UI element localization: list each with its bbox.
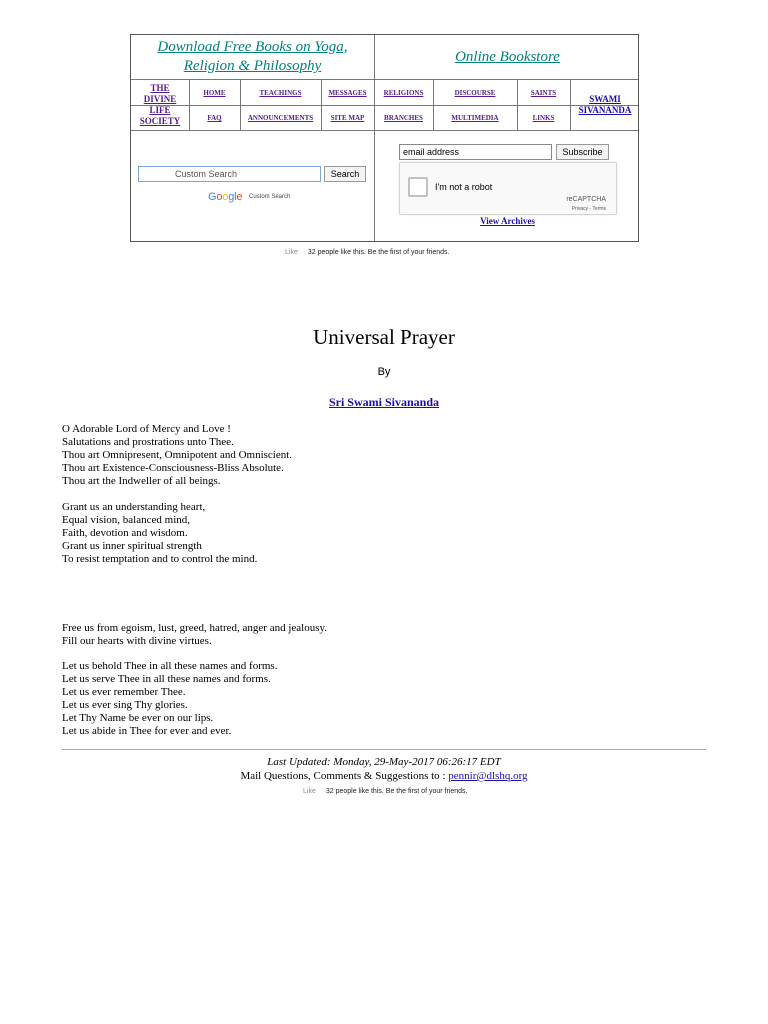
nav-religions[interactable]: RELIGIONS [383, 88, 424, 97]
recaptcha-privacy-terms[interactable]: Privacy - Terms [571, 206, 606, 212]
divider [131, 130, 638, 131]
facebook-like-row-bottom [303, 788, 467, 795]
facebook-like-row [285, 249, 449, 256]
prayer-line: Let us serve Thee in all these names and forms. [62, 673, 271, 685]
nav-multimedia[interactable]: MULTIMEDIA [451, 114, 499, 122]
divine-life-word: SOCIETY [139, 116, 181, 126]
prayer-line: Grant us an understanding heart, [62, 501, 206, 513]
google-letter: l [234, 191, 237, 203]
prayer-line: Let us ever remember Thee. [62, 686, 186, 698]
prayer-stanza-3 [62, 622, 327, 648]
nav-faq[interactable]: FAQ [207, 114, 222, 122]
prayer-line: Let Thy Name be ever on our lips. [62, 712, 214, 724]
email-address-input[interactable]: email address [399, 144, 552, 160]
nav-discourse[interactable]: DISCOURSE [454, 88, 496, 97]
custom-search-input[interactable]: Custom Search [138, 166, 321, 182]
google-logo [208, 191, 242, 203]
online-bookstore-link[interactable]: Online Bookstore [455, 48, 560, 65]
prayer-line: Fill our hearts with divine virtues. [62, 635, 212, 647]
download-books-link-line1[interactable]: Download Free Books on Yoga, [157, 39, 348, 55]
recaptcha-widget [399, 162, 617, 215]
prayer-line: To resist temptation and to control the mind. [62, 553, 258, 565]
swami-word: SIVANANDA [578, 105, 632, 115]
google-letter: G [208, 191, 217, 203]
nav-teachings[interactable]: TEACHINGS [259, 88, 302, 97]
prayer-stanza-4 [62, 660, 277, 738]
header-table [130, 34, 639, 242]
recaptcha-checkbox[interactable] [408, 177, 428, 197]
divine-life-word: DIVINE [143, 94, 177, 104]
nav-home[interactable]: HOME [203, 88, 226, 97]
nav-announcements[interactable]: ANNOUNCEMENTS [247, 114, 314, 122]
search-button[interactable]: Search [324, 166, 366, 182]
prayer-line: Let us ever sing Thy glories. [62, 699, 188, 711]
prayer-line: Thou art the Indweller of all beings. [62, 475, 221, 487]
prayer-line: Thou art Existence-Consciousness-Bliss Absolute. [62, 462, 284, 474]
banner-bookstore [375, 35, 640, 79]
google-letter: o [216, 191, 223, 203]
divine-life-society-link[interactable] [131, 80, 189, 130]
recaptcha-brand: reCAPTCHA [566, 196, 606, 203]
subscribe-button[interactable]: Subscribe [556, 144, 609, 160]
facebook-like-button[interactable]: Like [303, 788, 316, 795]
prayer-line: Thou art Omnipresent, Omnipotent and Omniscient. [62, 449, 293, 461]
swami-word: SWAMI [589, 94, 621, 104]
google-letter: g [228, 191, 235, 203]
nav-links[interactable]: LINKS [532, 114, 555, 122]
facebook-like-count: 32 people like this. Be the first of your friends. [325, 788, 468, 795]
nav-site-map[interactable]: SITE MAP [330, 114, 365, 122]
recaptcha-label: I'm not a robot [435, 182, 493, 192]
nav-messages[interactable]: MESSAGES [328, 88, 367, 97]
author-line [0, 395, 768, 410]
google-letter: e [236, 191, 243, 203]
prayer-line: Salutations and prostrations unto Thee. [62, 436, 234, 448]
last-updated: Last Updated: Monday, 29-May-2017 06:26:17 EDT [267, 756, 501, 768]
prayer-line: Faith, devotion and wisdom. [62, 527, 188, 539]
prayer-line: Equal vision, balanced mind, [62, 514, 190, 526]
prayer-line: Free us from egoism, lust, greed, hatred, anger and jealousy. [62, 622, 328, 634]
mail-link[interactable]: pennir@dlshq.org [448, 770, 528, 782]
prayer-line: Let us behold Thee in all these names and forms. [62, 660, 278, 672]
prayer-stanza-1 [62, 423, 292, 488]
page-title: Universal Prayer [313, 325, 455, 349]
facebook-like-count: 32 people like this. Be the first of your friends. [307, 249, 450, 256]
nav-branches[interactable]: BRANCHES [384, 114, 423, 122]
mail-prefix: Mail Questions, Comments & Suggestions to : [240, 770, 449, 782]
prayer-line: Grant us inner spiritual strength [62, 540, 202, 552]
mail-line [0, 770, 768, 782]
view-archives-link[interactable]: View Archives [480, 216, 535, 226]
custom-search-label: Custom Search [249, 194, 291, 200]
banner-download [131, 35, 374, 79]
by-label: By [377, 366, 391, 378]
swami-sivananda-link[interactable] [570, 80, 640, 130]
nav-saints[interactable]: SAINTS [530, 88, 557, 97]
prayer-line: O Adorable Lord of Mercy and Love ! [62, 423, 231, 435]
download-books-link-line2[interactable]: Religion & Philosophy [183, 58, 322, 74]
author-link[interactable]: Sri Swami Sivananda [328, 395, 440, 409]
divine-life-word: LIFE [149, 105, 171, 115]
google-letter: o [222, 191, 229, 203]
facebook-like-button[interactable]: Like [285, 249, 298, 256]
horizontal-rule [62, 749, 706, 750]
divine-life-word: THE [150, 83, 170, 93]
prayer-line: Let us abide in Thee for ever and ever. [62, 725, 232, 737]
prayer-stanza-2 [62, 501, 257, 566]
